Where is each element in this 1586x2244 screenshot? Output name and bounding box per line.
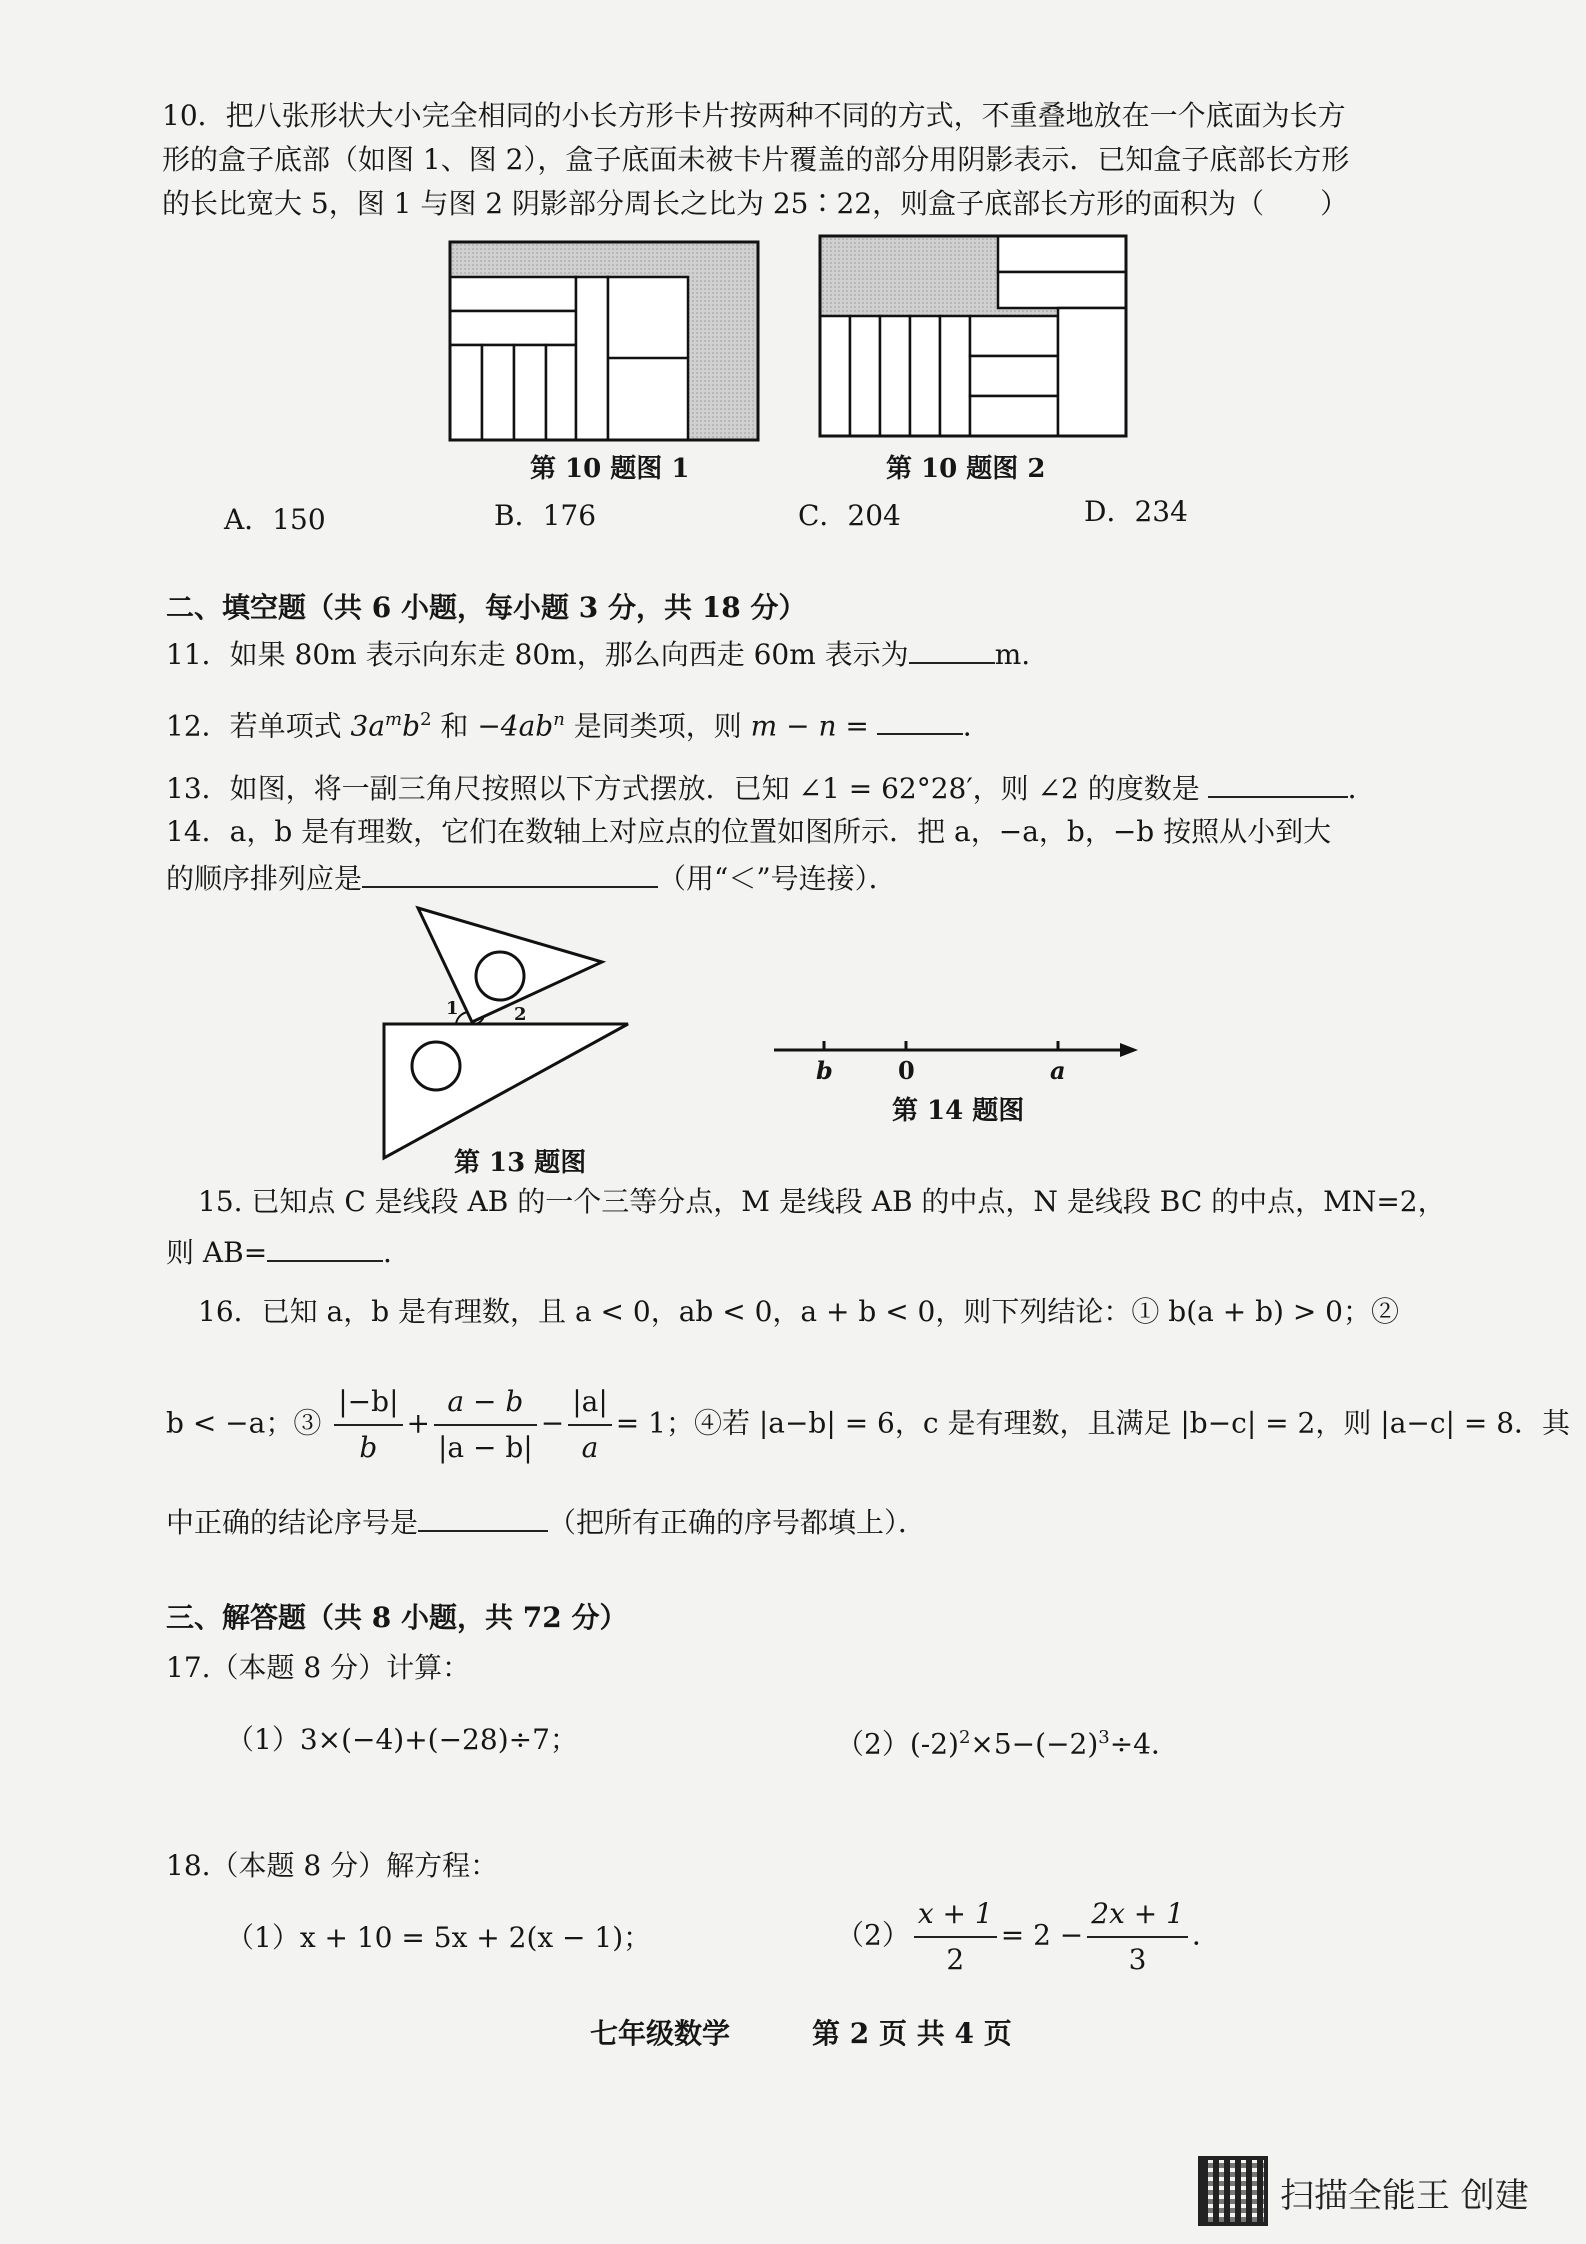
q16-fraction3: $\frac{|a|}{a}$: [568, 1380, 612, 1470]
q16-fraction2: $\frac{a - b}{|a - b|}$: [434, 1380, 537, 1470]
q13: [166, 766, 1376, 809]
q17-part2-c: ÷4．: [1109, 1727, 1179, 1761]
q18-title: 18.（本题 8 分）解方程：: [166, 1849, 499, 1882]
q11-unit: m.: [994, 638, 1031, 671]
q12-monomial2: −4ab: [477, 709, 554, 743]
q11-blank[interactable]: [909, 632, 995, 664]
fig13-angle1-label: 1: [446, 998, 459, 1019]
q11-text: 11．如果 80m 表示向东走 80m，那么向西走 60m 表示为: [166, 638, 909, 671]
q15-line2: [166, 1230, 411, 1273]
q15-text: 则 AB=: [166, 1236, 268, 1269]
q10-option-b[interactable]: B．176: [494, 499, 597, 532]
q10-line3: 的长比宽大 5，图 1 与图 2 阴影部分周长之比为 25∶22，则盒子底部长方形的面积为（ ）: [162, 187, 1349, 220]
q12-monomial2-exp: n: [553, 709, 565, 730]
q18-part2: [836, 1892, 1220, 1982]
fig14-label-a: a: [1050, 1056, 1066, 1085]
q10-option-c[interactable]: C．204: [798, 499, 901, 532]
q13-blank[interactable]: [1208, 766, 1348, 798]
q18-fraction1: $\frac{x + 1}{2}$: [914, 1892, 997, 1982]
q10-line2: 形的盒子底部（如图 1、图 2），盒子底面未被卡片覆盖的部分用阴影表示．已知盒子底部长方形: [162, 143, 1350, 176]
q14-line1: 14．a，b 是有理数，它们在数轴上对应点的位置如图所示．把 a，−a，b，−b 按照从小到大: [166, 815, 1332, 848]
q14-text: 的顺序排列应是: [166, 862, 363, 895]
q17-part2: [836, 1718, 1179, 1764]
q12-expression: m − n =: [750, 709, 869, 743]
q15-end: ．: [383, 1236, 412, 1269]
q12-monomial1: 3a: [350, 709, 386, 743]
q12-text2: 是同类项，则: [564, 709, 751, 743]
q15-blank[interactable]: [267, 1230, 383, 1262]
section3-heading: 三、解答题（共 8 小题，共 72 分）: [166, 1601, 628, 1634]
q17-part2-b: ×5−(−2): [970, 1727, 1099, 1761]
qr-code-icon: [1198, 2156, 1268, 2226]
q13-text: 13．如图，将一副三角尺按照以下方式摆放．已知 ∠1 = 62°28′，则 ∠2 的度数是: [166, 772, 1200, 805]
fig13-triangles: [376, 900, 640, 1162]
q12-text: 12．若单项式: [166, 709, 351, 743]
q16-fraction1: $\frac{|-b|}{b}$: [334, 1380, 402, 1470]
q12-end: ．: [962, 709, 991, 743]
q17-title: 17.（本题 8 分）计算：: [166, 1651, 471, 1684]
q18-end: ．: [1191, 1918, 1220, 1952]
q16-text-a: b < −a；③: [166, 1406, 322, 1440]
q18-part2-label: （2）: [836, 1918, 910, 1952]
q12-monomial1-bexp: 2: [420, 709, 432, 730]
fig13-caption: 第 13 题图: [454, 1148, 587, 1178]
q12-monomial1-exp: m: [385, 709, 403, 730]
q16-line3: [166, 1500, 926, 1543]
q17-part1: （1）3×(−4)+(−28)÷7；: [226, 1723, 578, 1756]
q12: [166, 700, 991, 746]
q18-mid: = 2 −: [1000, 1918, 1084, 1952]
q11: [166, 632, 1030, 675]
footer-page-number: 第 2 页 共 4 页: [812, 2017, 1012, 2050]
fig10-1: [448, 240, 760, 442]
q16-text-c: 中正确的结论序号是: [166, 1506, 419, 1539]
fig14-label-b: b: [816, 1056, 833, 1085]
q17-part2-a: （2）(-2): [836, 1727, 959, 1761]
q10-option-d[interactable]: D．234: [1084, 495, 1188, 528]
section2-heading: 二、填空题（共 6 小题，每小题 3 分，共 18 分）: [166, 591, 807, 624]
q18-fraction2: $\frac{2x + 1}{3}$: [1087, 1892, 1188, 1982]
q10-option-a[interactable]: A．150: [224, 503, 326, 536]
q17-part2-exp1: 2: [958, 1727, 971, 1748]
fig10-2: [818, 234, 1128, 438]
q16-line2: [166, 1380, 1570, 1470]
q16-text-b: = 1；④若 |a−b| = 6，c 是有理数，且满足 |b−c| = 2，则 |a−c| = 8．其: [615, 1406, 1571, 1440]
q14-note: （用“＜”号连接）．: [658, 862, 897, 895]
q15-line1: 15. 已知点 C 是线段 AB 的一个三等分点，M 是线段 AB 的中点，N 是线段 BC 的中点，MN=2，: [198, 1185, 1446, 1218]
scanner-watermark: 扫描全能王 创建: [1280, 2176, 1529, 2216]
q14-line2: [166, 856, 897, 899]
q18-part1: （1）x + 10 = 5x + 2(x − 1)；: [226, 1921, 652, 1954]
q14-blank[interactable]: [362, 856, 658, 888]
fig13-angle2-label: 2: [514, 1004, 527, 1025]
q16-plus: +: [406, 1406, 430, 1440]
q10-line1: 10．把八张形状大小完全相同的小长方形卡片按两种不同的方式，不重叠地放在一个底面为长方: [162, 99, 1346, 132]
q12-and: 和: [431, 709, 478, 743]
fig10-2-caption: 第 10 题图 2: [886, 454, 1046, 484]
q16-line1: 16．已知 a，b 是有理数，且 a < 0，ab < 0，a + b < 0，则下列结论：① b(a + b) > 0；②: [198, 1295, 1399, 1328]
fig14-caption: 第 14 题图: [892, 1096, 1025, 1126]
fig14-label-zero: 0: [898, 1056, 915, 1085]
q16-minus: −: [540, 1406, 565, 1440]
q12-blank[interactable]: [877, 703, 963, 735]
footer-subject: 七年级数学: [590, 2017, 731, 2050]
q16-blank[interactable]: [418, 1500, 548, 1532]
q12-monomial1-b: b: [402, 709, 421, 743]
q17-part2-exp2: 3: [1098, 1727, 1110, 1748]
fig10-1-caption: 第 10 题图 1: [530, 454, 690, 484]
q16-note: （把所有正确的序号都填上）．: [548, 1506, 927, 1539]
q13-end: ．: [1347, 772, 1376, 805]
